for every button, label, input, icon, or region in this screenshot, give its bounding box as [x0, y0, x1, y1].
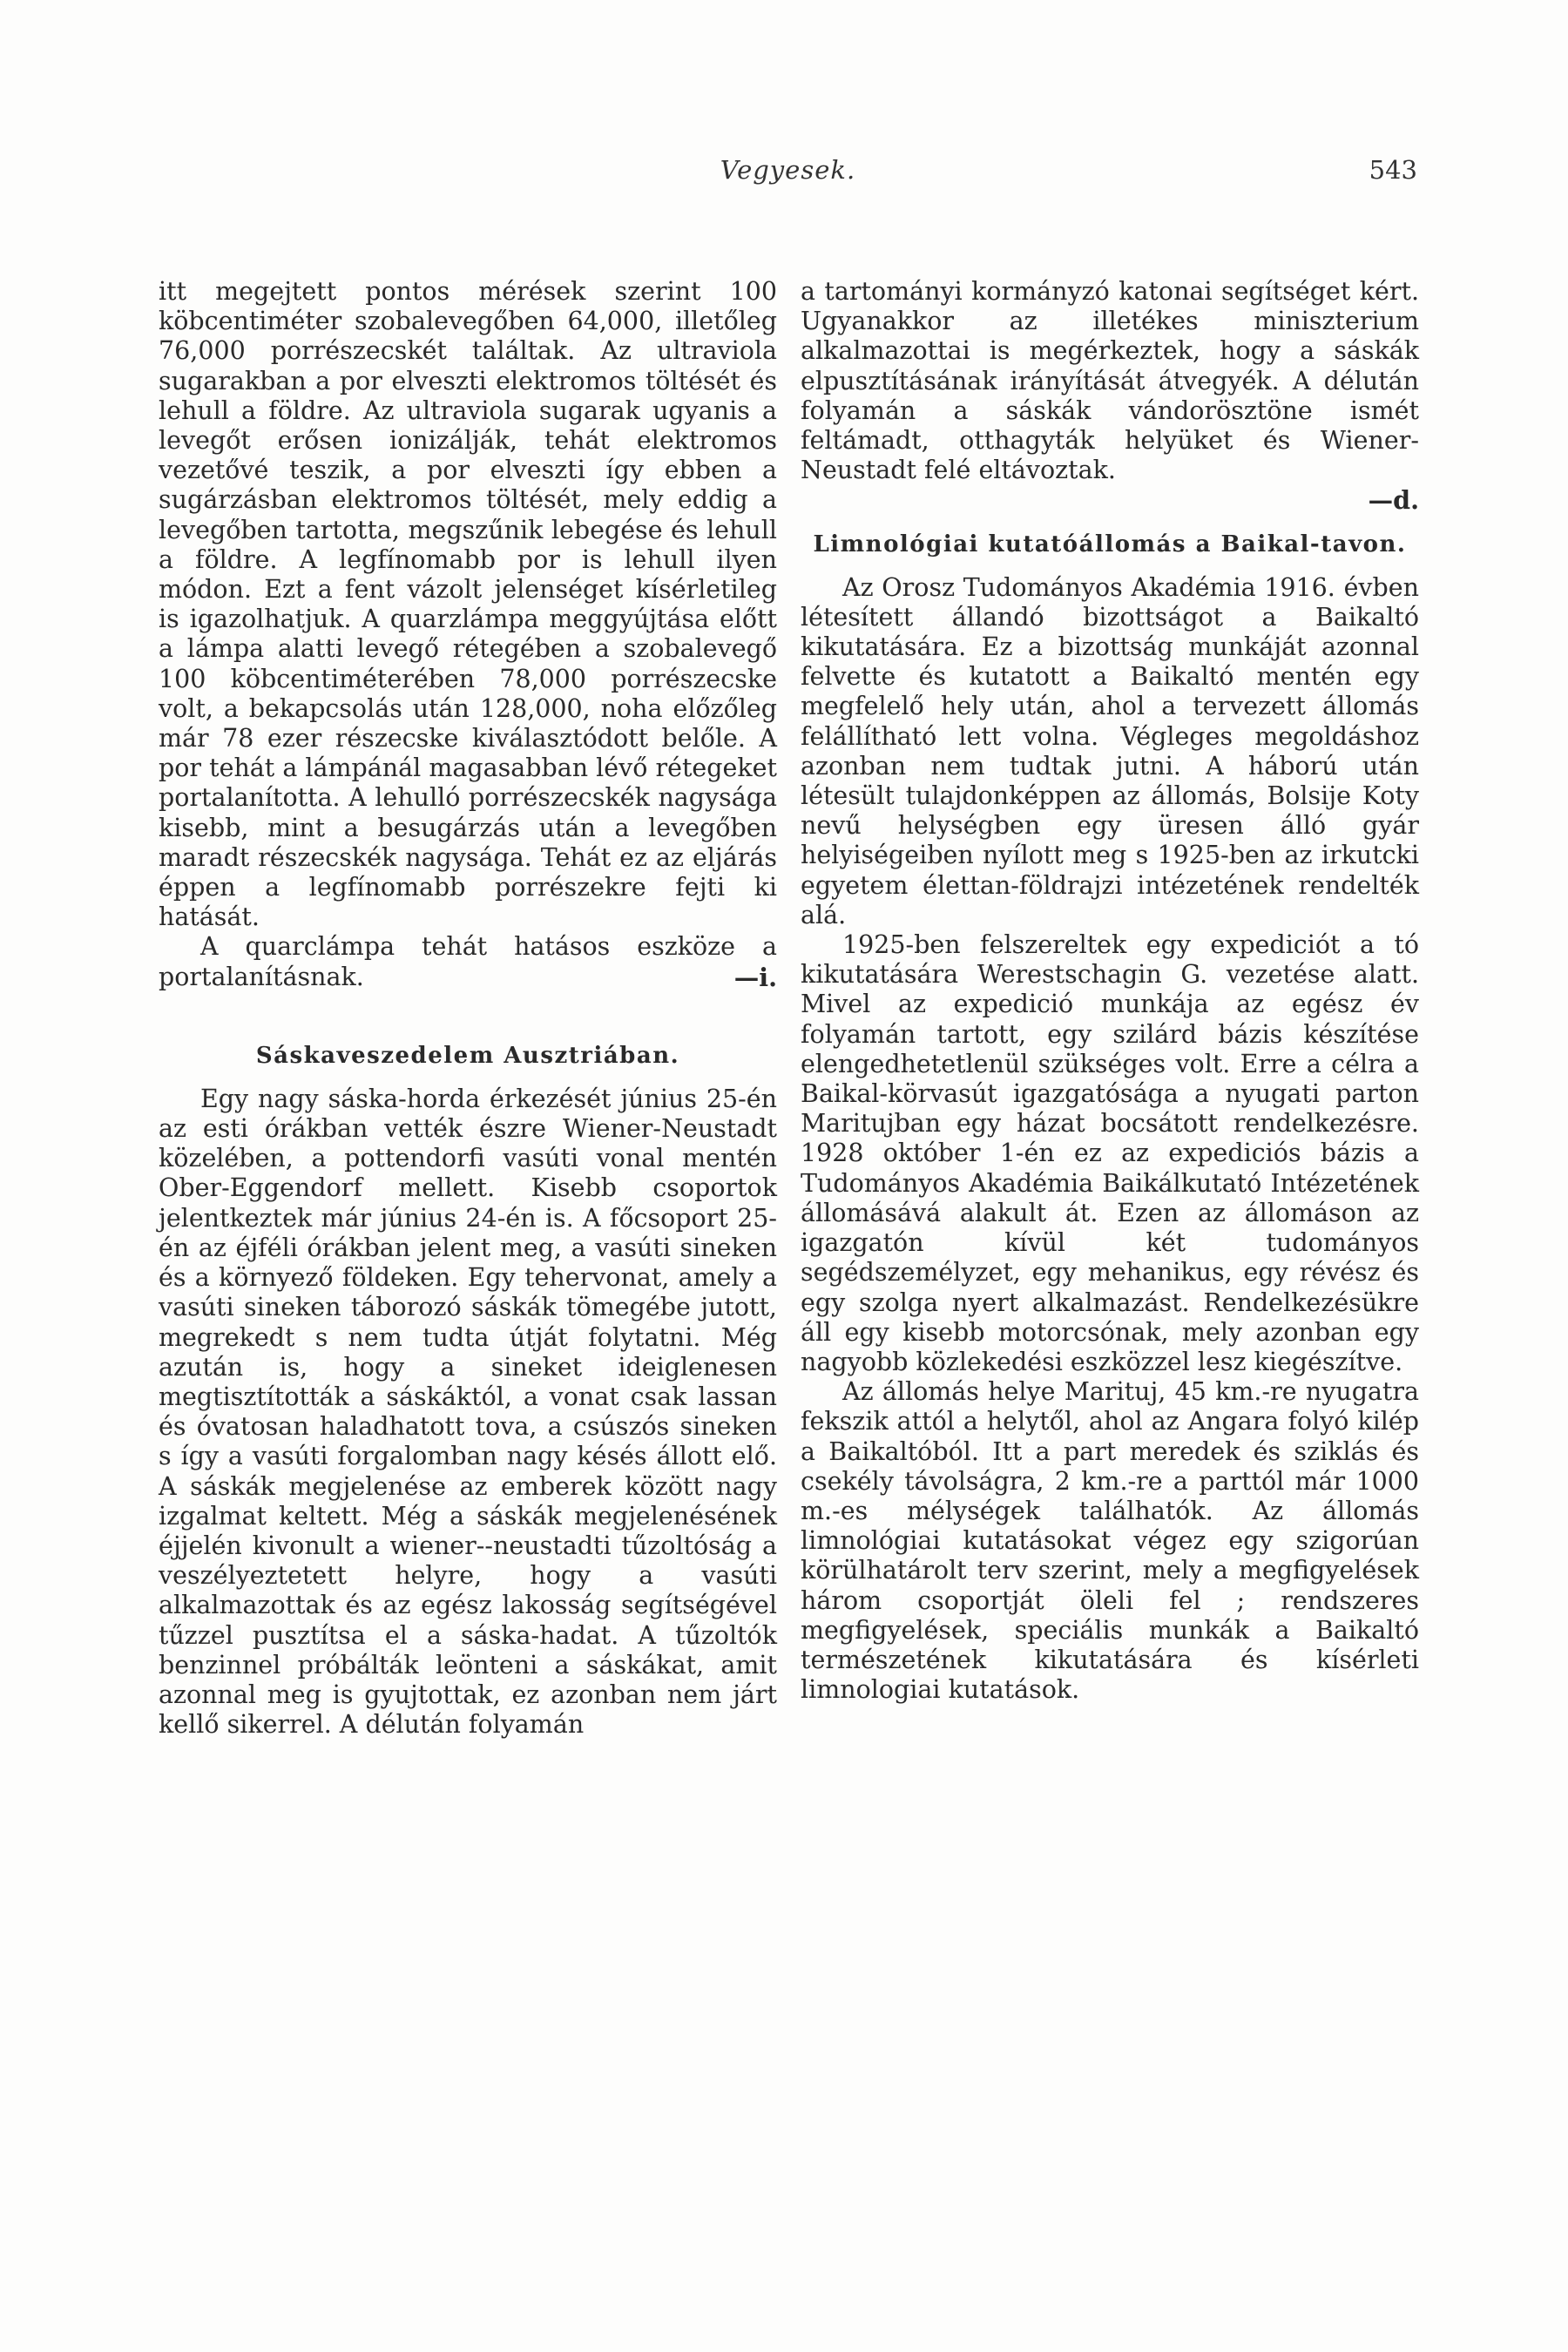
- paragraph-quartz-lamp-text: A quarclámpa tehát hatásos eszköze a portalanításnak.: [159, 932, 777, 991]
- heading-limnology-station: Limnológiai kutatóállomás a Baikal-tavon.: [813, 531, 1407, 558]
- paragraph-locust-swarm: Egy nagy sáska-horda érkezését június 25-én az esti órákban vették észre Wiener-Neustadt közelében, a pottendorfi vasúti vonal mentén Ober-Eggendorf mellett. Kisebb csoportok jelentkeztek már június 24-én is. A főcsoport 25-én az éjféli órákban jelent meg, a vasúti sineken és a környező földeken. Egy tehervonat, amely a vasúti sineken táborozó sáskák tömegébe jutott, megrekedt s nem tudta útját folytatni. Még azután is, hogy a sineket ideiglenesen megtisztították a sáskáktól, a vonat csak lassan és óvatosan haladhatott tova, a csúszós sineken s így a vasúti forgalomban nagy késés állott elő. A sáskák megjelenése az emberek között nagy izgalmat keltett. Még a sáskák megjelenésének éjjelén kivonult a wiener--neustadti tűzoltóság a veszélyeztetett helyre, hogy a vasúti alkalmazottak és az egész lakosság segítségével tűzzel pusztítsa el a sáska-hadat. A tűzoltók benzinnel próbálták leönteni a sáskákat, amit azonnal meg is gyujtottak, ez azonban nem járt kellő sikerrel. A délután folyamán: [159, 1084, 777, 1740]
- running-title: Vegyesek.: [720, 155, 856, 185]
- paragraph-quartz-lamp: [159, 932, 777, 991]
- paragraph-locust-continued: a tartományi kormányzó katonai segítséget kért. Ugyanakkor az illetékes miniszterium alkalmazottai is megérkeztek, hogy a sáskák elpusztításának irányítását átvegyék. A délután folyamán a sáskák vándorösztöne ismét feltámadt, otthagyták helyüket és Wiener-Neustadt felé eltávoztak.: [801, 277, 1419, 485]
- heading-locust-plague: Sáskaveszedelem Ausztriában.: [255, 1042, 680, 1069]
- paragraph-academy-committee: Az Orosz Tudományos Akadémia 1916. évben létesített állandó bizottságot a Baikaltó kikutatására. Ez a bizottság munkáját azonnal felvette és kutatott a Baikaltó mentén egy megfelelő hely után, ahol a tervezett állomás felállítható lett volna. Végleges megoldáshoz azonban nem tudtak jutni. A háború után létesült tulajdonképpen az állomás, Bolsije Koty nevű helységben egy üresen álló gyár helyiségeiben nyílott meg s 1925-ben az irkutcki egyetem élettan-földrajzi intézetének rendelték alá.: [801, 572, 1419, 929]
- left-column: [159, 277, 777, 1740]
- paragraph-dust-measurements: itt megejtett pontos mérések szerint 100 köbcentiméter szobalevegőben 64,000, illetőleg 76,000 porrészecskét találtak. Az ultraviola sugarakban a por elveszti elektromos töltését és lehull a földre. Az ultraviola sugarak ugyanis a levegőt erősen ionizálják, tehát elektromos vezetővé teszik, a por elveszti így ebben a sugárzásban elektromos töltését, mely eddig a levegőben tartotta, megszűnik lebegése és lehull a földre. A legfínomabb por is lehull ilyen módon. Ezt a fent vázolt jelenséget kísérletileg is igazolhatjuk. A quarzlámpa meggyújtása előtt a lámpa alatti levegő rétegében a szobalevegő 100 köbcentiméterében 78,000 porrészecske volt, a bekapcsolás után 128,000, noha előzőleg már 78 ezer részecske kiválasztódott belőle. A por tehát a lámpánál magasabban lévő rétegeket portalanította. A lehulló porrészecskék nagysága kisebb, mint a besugárzás után a levegőben maradt részecskék nagysága. Tehát ez az eljárás éppen a legfínomabb porrészekre fejti ki hatását.: [159, 277, 777, 932]
- page-number: 543: [1369, 155, 1417, 185]
- right-column: [801, 277, 1419, 1705]
- paragraph-station-location: Az állomás helye Marituj, 45 km.-re nyugatra fekszik attól a helytől, ahol az Angara folyó kilép a Baikaltóból. Itt a part meredek és sziklás és csekély távolságra, 2 km.-re a parttól már 1000 m.-es mélységek találhatók. Az állomás limnológiai kutatásokat végez egy szigorúan körülhatárolt terv szerint, mely a megfigyelések három csoportját öleli fel ; rendszeres megfigyelések, speciális munkák a Baikaltó természetének kikutatására és kísérleti limnologiai kutatások.: [801, 1377, 1419, 1705]
- signature-i: —i.: [733, 962, 777, 992]
- signature-d: —d.: [1368, 485, 1419, 516]
- paragraph-expedition-1925: 1925-ben felszereltek egy expediciót a tó kikutatására Werestschagin G. vezetése alatt. Mivel az expedició munkája az egész év folyamán tartott, egy szilárd bázis készítése elengedhetetlenül szükséges volt. Erre a célra a Baikal-körvasút igazgatósága a nyugati parton Maritujban egy házat bocsátott rendelkezésre. 1928 október 1-én ez az expediciós bázis a Tudományos Akadémia Baikálkutató Intézetének állomásává alakult át. Ezen az állomáson az igazgatón kívül két tudományos segédszemélyzet, egy mehanikus, egy révész és egy szolga nyert alkalmazást. Rendelkezésükre áll egy kisebb motorcsónak, mely azonban egy nagyobb közlekedési eszközzel lesz kiegészítve.: [801, 930, 1419, 1376]
- running-head: [159, 155, 1417, 190]
